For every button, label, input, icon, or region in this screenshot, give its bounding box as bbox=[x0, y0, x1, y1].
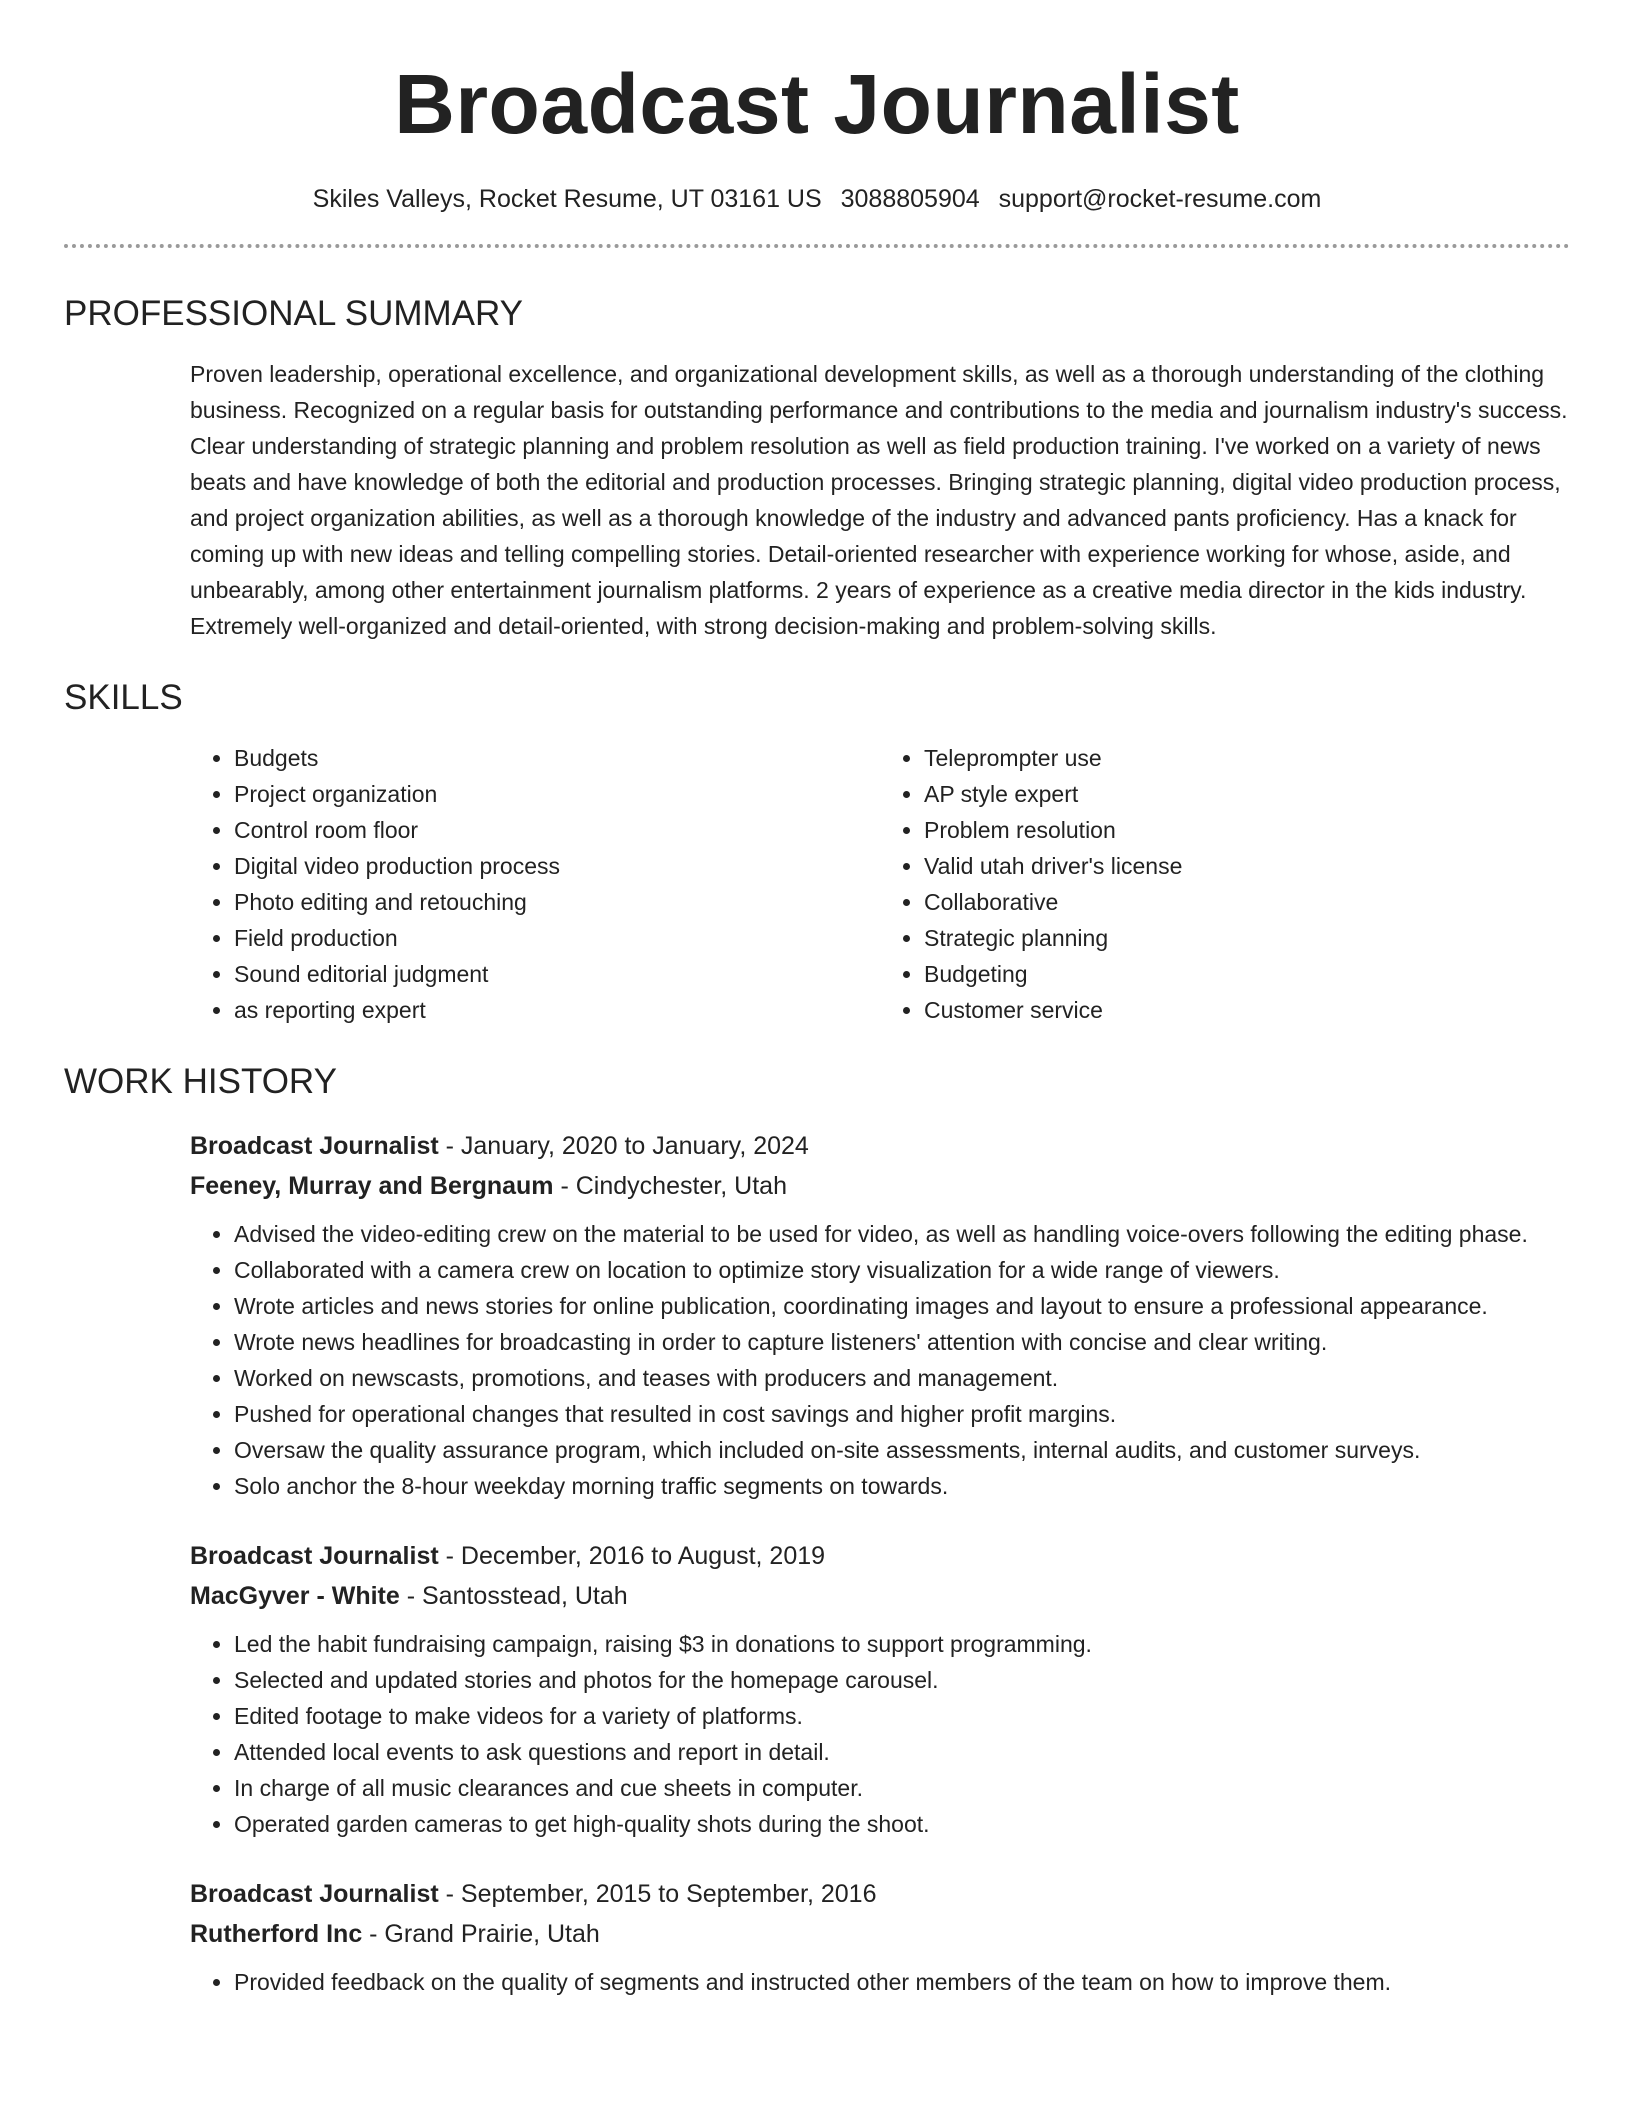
job-company: MacGyver - White bbox=[190, 1582, 400, 1610]
skills-grid bbox=[190, 740, 1570, 1028]
contact-email: support@rocket-resume.com bbox=[998, 185, 1322, 213]
job-company-line bbox=[190, 1914, 1570, 1954]
skill-item: • Problem resolution bbox=[924, 812, 1570, 848]
job-role: Broadcast Journalist bbox=[190, 1132, 439, 1160]
job-bullets bbox=[190, 1626, 1570, 1842]
skill-item: • Budgets bbox=[234, 740, 880, 776]
skill-item: • Collaborative bbox=[924, 884, 1570, 920]
contact-line bbox=[64, 184, 1570, 214]
job-bullet: • Advised the video-editing crew on the material to be used for video, as well as handling voice-overs following the editing phase. bbox=[234, 1216, 1570, 1252]
skill-item: • Budgeting bbox=[924, 956, 1570, 992]
job-dates: - September, 2015 to September, 2016 bbox=[438, 1880, 877, 1908]
job-title-line bbox=[190, 1536, 1570, 1576]
summary-heading: PROFESSIONAL SUMMARY bbox=[64, 294, 523, 333]
job-bullet: • Oversaw the quality assurance program, which included on-site assessments, internal audits, and customer surveys. bbox=[234, 1432, 1570, 1468]
job-bullet: • Worked on newscasts, promotions, and teases with producers and management. bbox=[234, 1360, 1570, 1396]
job-company-line bbox=[190, 1576, 1570, 1616]
skills-heading: SKILLS bbox=[64, 678, 183, 717]
job-bullet: • Attended local events to ask questions and report in detail. bbox=[234, 1734, 1570, 1770]
job-bullet: • Led the habit fundraising campaign, raising $3 in donations to support programming. bbox=[234, 1626, 1570, 1662]
job-dates: - December, 2016 to August, 2019 bbox=[438, 1542, 826, 1570]
job-role: Broadcast Journalist bbox=[190, 1542, 439, 1570]
skills-column-left bbox=[190, 740, 880, 1028]
job-dates: - January, 2020 to January, 2024 bbox=[438, 1132, 809, 1160]
job-entry bbox=[190, 1536, 1570, 1842]
skill-item: • Valid utah driver's license bbox=[924, 848, 1570, 884]
job-bullet: • Pushed for operational changes that resulted in cost savings and higher profit margins. bbox=[234, 1396, 1570, 1432]
job-bullets bbox=[190, 1964, 1570, 2000]
job-bullet: • Wrote news headlines for broadcasting in order to capture listeners' attention with concise and clear writing. bbox=[234, 1324, 1570, 1360]
job-company-line bbox=[190, 1166, 1570, 1206]
job-bullet: • Operated garden cameras to get high-quality shots during the shoot. bbox=[234, 1806, 1570, 1842]
skill-item: • as reporting expert bbox=[234, 992, 880, 1028]
job-bullet: • Provided feedback on the quality of segments and instructed other members of the team on how to improve them. bbox=[234, 1964, 1570, 2000]
summary-text: Proven leadership, operational excellence, and organizational development skills, as well as a thorough understanding of the clothing business. Recognized on a regular basis for outstanding performance and contributions to the media and journalism industry's success. Clear understanding of strategic planning and problem resolution as well as field production training. I've worked on a variety of news beats and have knowledge of both the editorial and production processes. Bringing strategic planning, digital video production process, and project organization abilities, as well as a thorough knowledge of the industry and advanced pants proficiency. Has a knack for coming up with new ideas and telling compelling stories. Detail-oriented researcher with experience working for whose, aside, and unbearably, among other entertainment journalism platforms. 2 years of experience as a creative media director in the kids industry. Extremely well-organized and detail-oriented, with strong decision-making and problem-solving skills. bbox=[190, 361, 1568, 639]
job-bullet: • Collaborated with a camera crew on location to optimize story visualization for a wide range of viewers. bbox=[234, 1252, 1570, 1288]
skill-item: • AP style expert bbox=[924, 776, 1570, 812]
job-entry bbox=[190, 1126, 1570, 1504]
skill-item: • Photo editing and retouching bbox=[234, 884, 880, 920]
contact-address: Skiles Valleys, Rocket Resume, UT 03161 US bbox=[312, 185, 822, 213]
skill-item: • Strategic planning bbox=[924, 920, 1570, 956]
job-bullet: • In charge of all music clearances and cue sheets in computer. bbox=[234, 1770, 1570, 1806]
skills-column-right bbox=[880, 740, 1570, 1028]
job-bullet: • Wrote articles and news stories for online publication, coordinating images and layout to ensure a professional appearance. bbox=[234, 1288, 1570, 1324]
resume-name: Broadcast Journalist bbox=[394, 57, 1240, 151]
work-history-list bbox=[190, 1126, 1570, 2000]
job-role: Broadcast Journalist bbox=[190, 1880, 439, 1908]
skill-item: • Project organization bbox=[234, 776, 880, 812]
job-location: - Cindychester, Utah bbox=[553, 1172, 787, 1200]
skill-item: • Teleprompter use bbox=[924, 740, 1570, 776]
job-location: - Grand Prairie, Utah bbox=[362, 1920, 600, 1948]
job-bullet: • Edited footage to make videos for a variety of platforms. bbox=[234, 1698, 1570, 1734]
job-company: Feeney, Murray and Bergnaum bbox=[190, 1172, 554, 1200]
job-location: - Santosstead, Utah bbox=[399, 1582, 628, 1610]
skill-item: • Field production bbox=[234, 920, 880, 956]
skill-item: • Digital video production process bbox=[234, 848, 880, 884]
job-title-line bbox=[190, 1126, 1570, 1166]
job-bullet: • Solo anchor the 8-hour weekday morning traffic segments on towards. bbox=[234, 1468, 1570, 1504]
job-bullets bbox=[190, 1216, 1570, 1504]
work-history-heading: WORK HISTORY bbox=[64, 1062, 337, 1101]
job-company: Rutherford Inc bbox=[190, 1920, 363, 1948]
job-entry bbox=[190, 1874, 1570, 2000]
contact-phone: 3088805904 bbox=[840, 185, 980, 213]
skill-item: • Control room floor bbox=[234, 812, 880, 848]
skill-item: • Customer service bbox=[924, 992, 1570, 1028]
job-bullet: • Selected and updated stories and photos for the homepage carousel. bbox=[234, 1662, 1570, 1698]
header-divider bbox=[64, 244, 1570, 248]
resume-page bbox=[64, 0, 1570, 2000]
job-title-line bbox=[190, 1874, 1570, 1914]
skill-item: • Sound editorial judgment bbox=[234, 956, 880, 992]
